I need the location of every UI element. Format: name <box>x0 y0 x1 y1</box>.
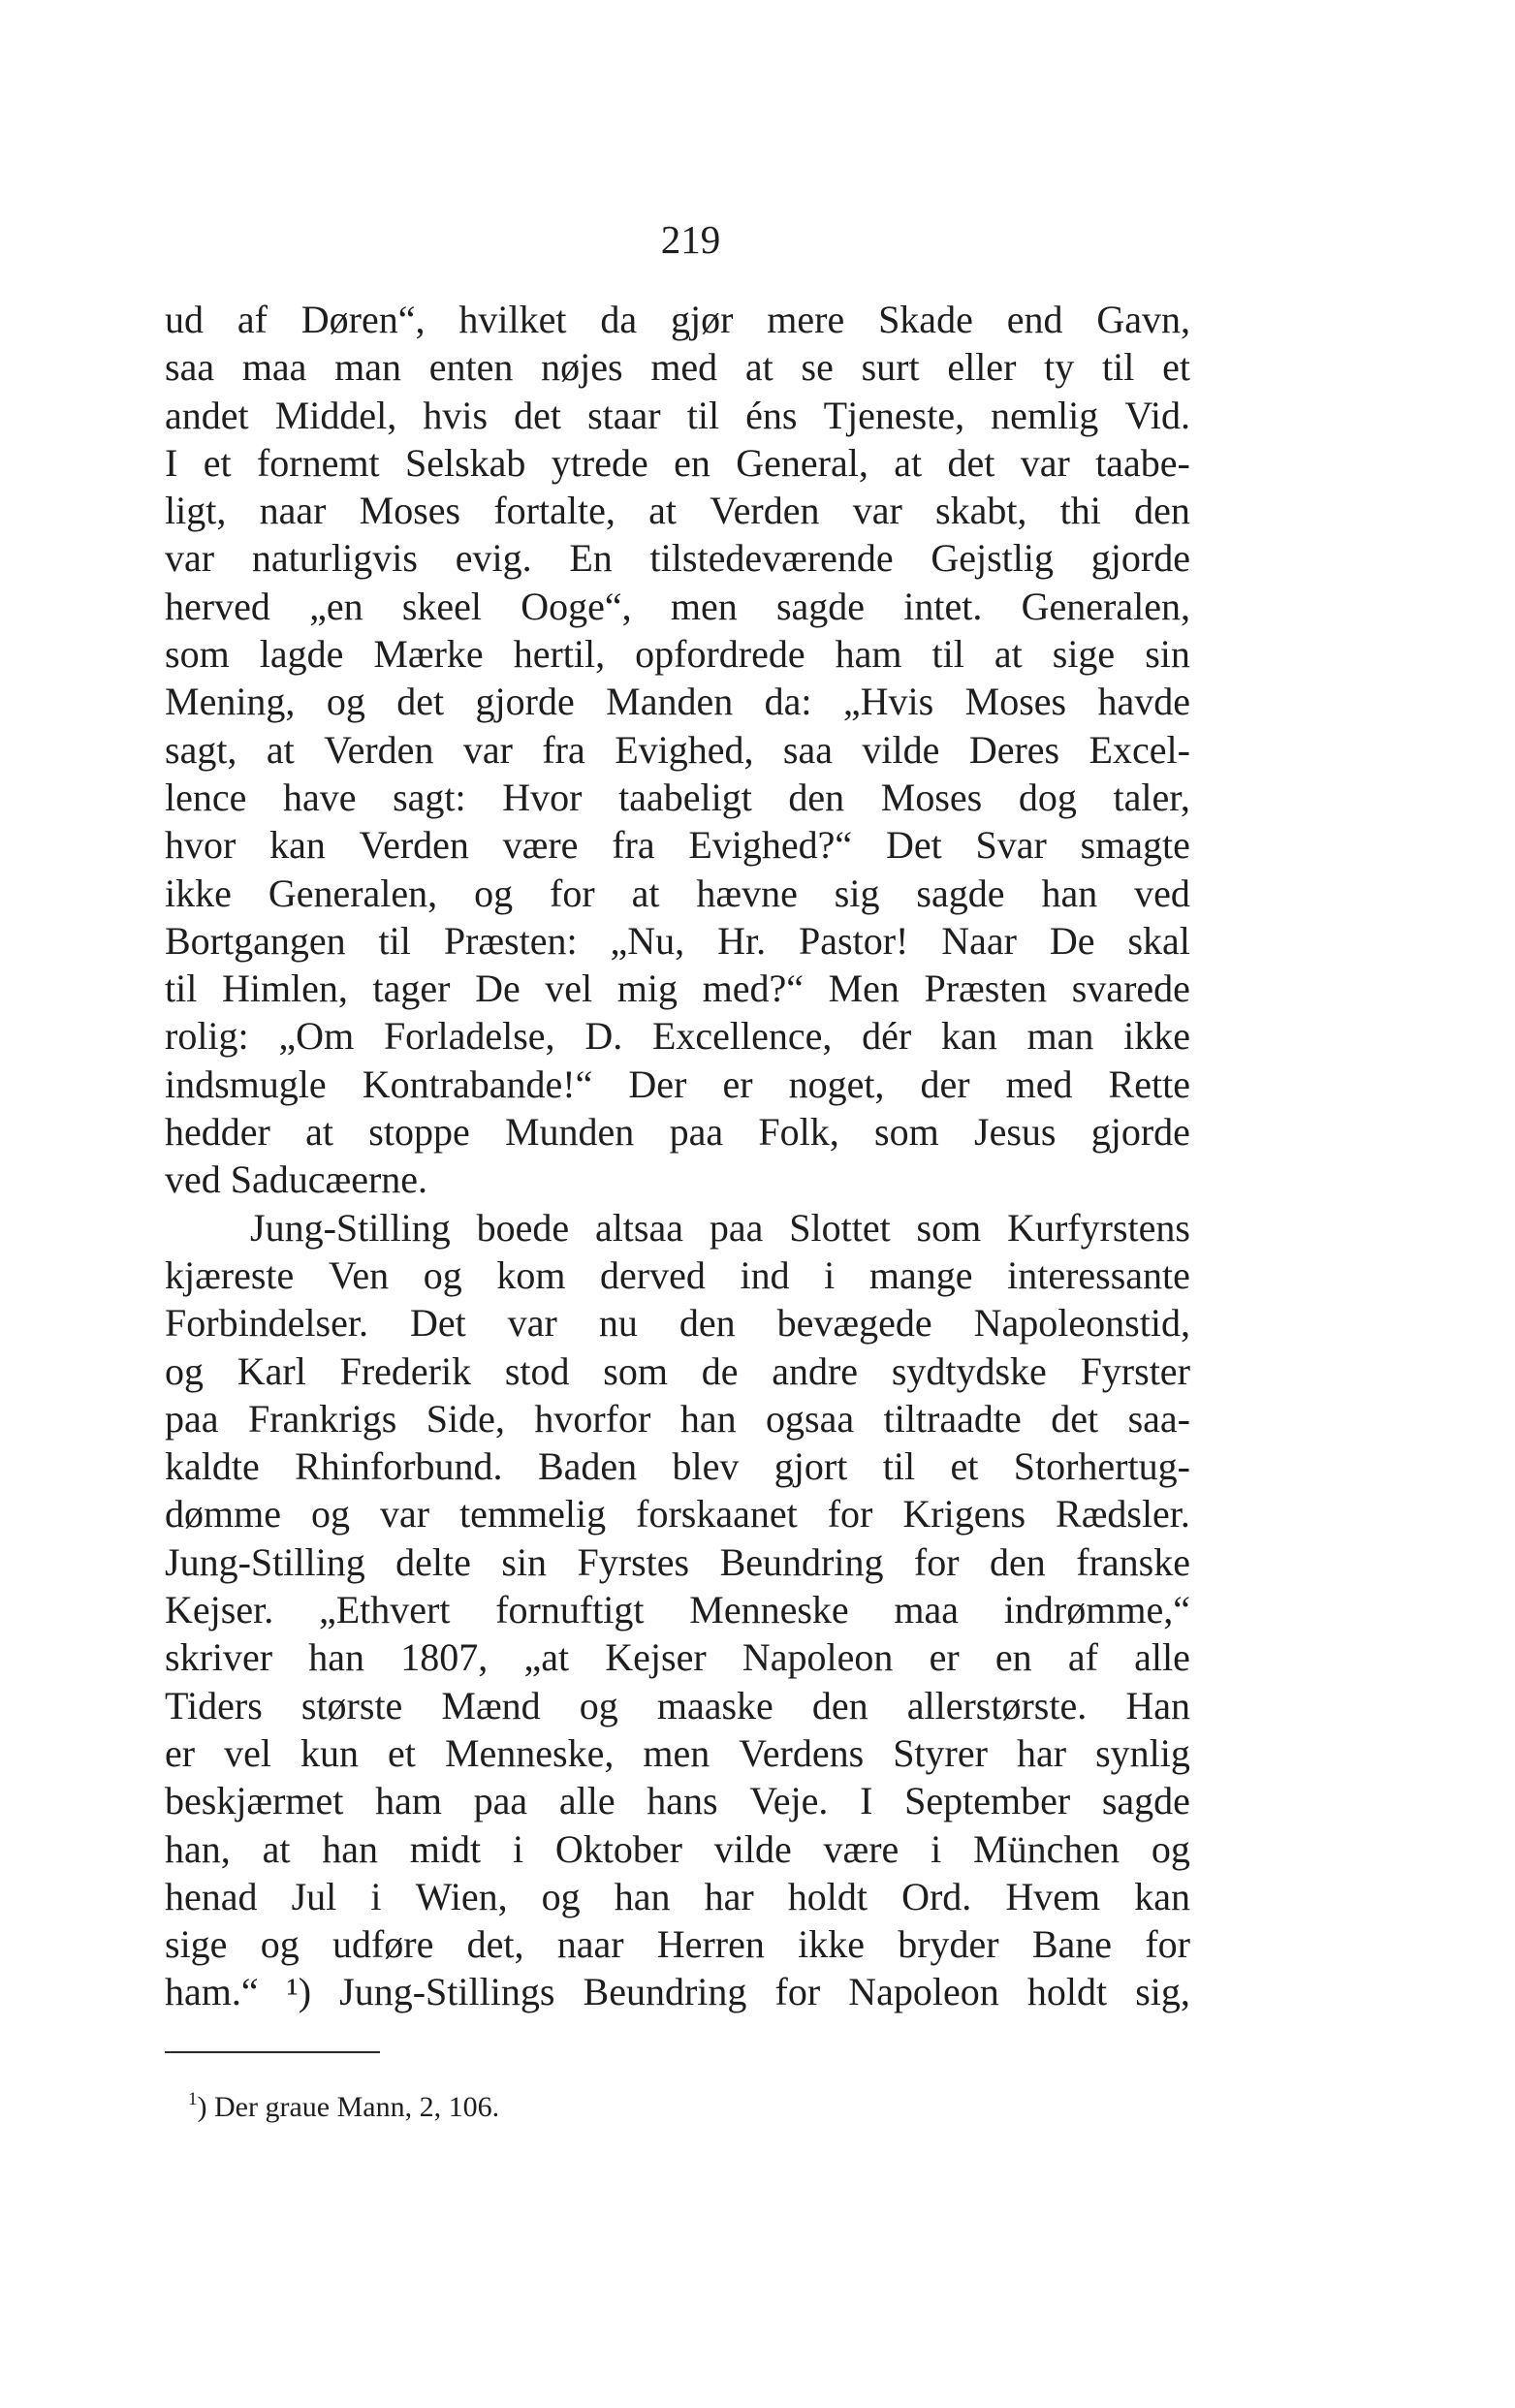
text-line: Forbindelser. Det var nu den bevægede Napoleonstid, <box>165 1301 1190 1346</box>
body-text <box>165 296 1190 2016</box>
text-line: hvor kan Verden være fra Evighed?“ Det Svar smagte <box>165 823 1190 868</box>
text-line: indsmugle Kontrabande!“ Der er noget, der med Rette <box>165 1061 1190 1106</box>
text-line: kjæreste Ven og kom derved ind i mange interessante <box>165 1252 1190 1297</box>
text-line: ligt, naar Moses fortalte, at Verden var skabt, thi den <box>165 489 1190 533</box>
text-line: ved Saducæerne. <box>165 1157 428 1202</box>
text-line: som lagde Mærke hertil, opfordrede ham til at sige sin <box>165 632 1190 677</box>
text-line: saa maa man enten nøjes med at se surt eller ty til et <box>165 345 1190 390</box>
text-line: andet Middel, hvis det staar til éns Tjeneste, nemlig Vid. <box>165 393 1190 437</box>
text-line: paa Frankrigs Side, hvorfor han ogsaa tiltraadte det saa- <box>165 1396 1190 1441</box>
page-number: 219 <box>660 217 721 262</box>
text-line: I et fornemt Selskab ytrede en General, at det var taabe- <box>165 440 1190 485</box>
text-line: henad Jul i Wien, og han har holdt Ord. Hvem kan <box>165 1874 1190 1918</box>
text-line: kaldte Rhinforbund. Baden blev gjort til et Storhertug- <box>165 1444 1190 1489</box>
footnote-marker: 1 <box>188 2089 198 2109</box>
footnote-text: ) Der graue Mann, 2, 106. <box>197 2091 500 2123</box>
text-line: Mening, og det gjorde Manden da: „Hvis Moses havde <box>165 680 1190 724</box>
text-line: Tiders største Mænd og maaske den allerstørste. Han <box>165 1683 1190 1727</box>
text-line: ham.“ ¹) Jung-Stillings Beundring for Napoleon holdt sig, <box>165 1970 1190 2014</box>
text-line: hedder at stoppe Munden paa Folk, som Jesus gjorde <box>165 1110 1190 1155</box>
text-line: herved „en skeel Ooge“, men sagde intet. Generalen, <box>165 584 1190 628</box>
text-line: Jung-Stilling boede altsaa paa Slottet som Kurfyrstens <box>250 1205 1190 1250</box>
text-line: ud af Døren“, hvilket da gjør mere Skade end Gavn, <box>165 298 1190 341</box>
footnote-divider <box>165 2051 380 2053</box>
text-line: skriver han 1807, „at Kejser Napoleon er en af alle <box>165 1635 1190 1680</box>
footnote <box>188 2080 499 2127</box>
text-line: var naturligvis evig. En tilstedeværende Gejstlig gjorde <box>165 536 1190 581</box>
text-line: ikke Generalen, og for at hævne sig sagde han ved <box>165 871 1190 915</box>
text-line: er vel kun et Menneske, men Verdens Styrer har synlig <box>165 1730 1190 1775</box>
text-line: beskjærmet ham paa alle hans Veje. I September sagde <box>165 1779 1190 1823</box>
text-line: rolig: „Om Forladelse, D. Excellence, dér kan man ikke <box>165 1014 1190 1059</box>
text-line: Kejser. „Ethvert fornuftigt Menneske maa indrømme,“ <box>165 1588 1190 1632</box>
text-line: Jung-Stilling delte sin Fyrstes Beundring for den franske <box>165 1539 1190 1584</box>
text-line: sige og udføre det, naar Herren ikke bryder Bane for <box>165 1922 1190 1967</box>
text-line: og Karl Frederik stod som de andre sydtydske Fyrster <box>165 1348 1190 1393</box>
text-line: sagt, at Verden var fra Evighed, saa vilde Deres Excel- <box>165 727 1190 772</box>
text-line: dømme og var temmelig forskaanet for Krigens Rædsler. <box>165 1492 1190 1537</box>
text-line: han, at han midt i Oktober vilde være i München og <box>165 1826 1190 1871</box>
text-line: til Himlen, tager De vel mig med?“ Men Præsten svarede <box>165 966 1190 1011</box>
text-line: Bortgangen til Præsten: „Nu, Hr. Pastor! Naar De skal <box>165 918 1190 963</box>
text-line: lence have sagt: Hvor taabeligt den Moses dog taler, <box>165 775 1190 819</box>
